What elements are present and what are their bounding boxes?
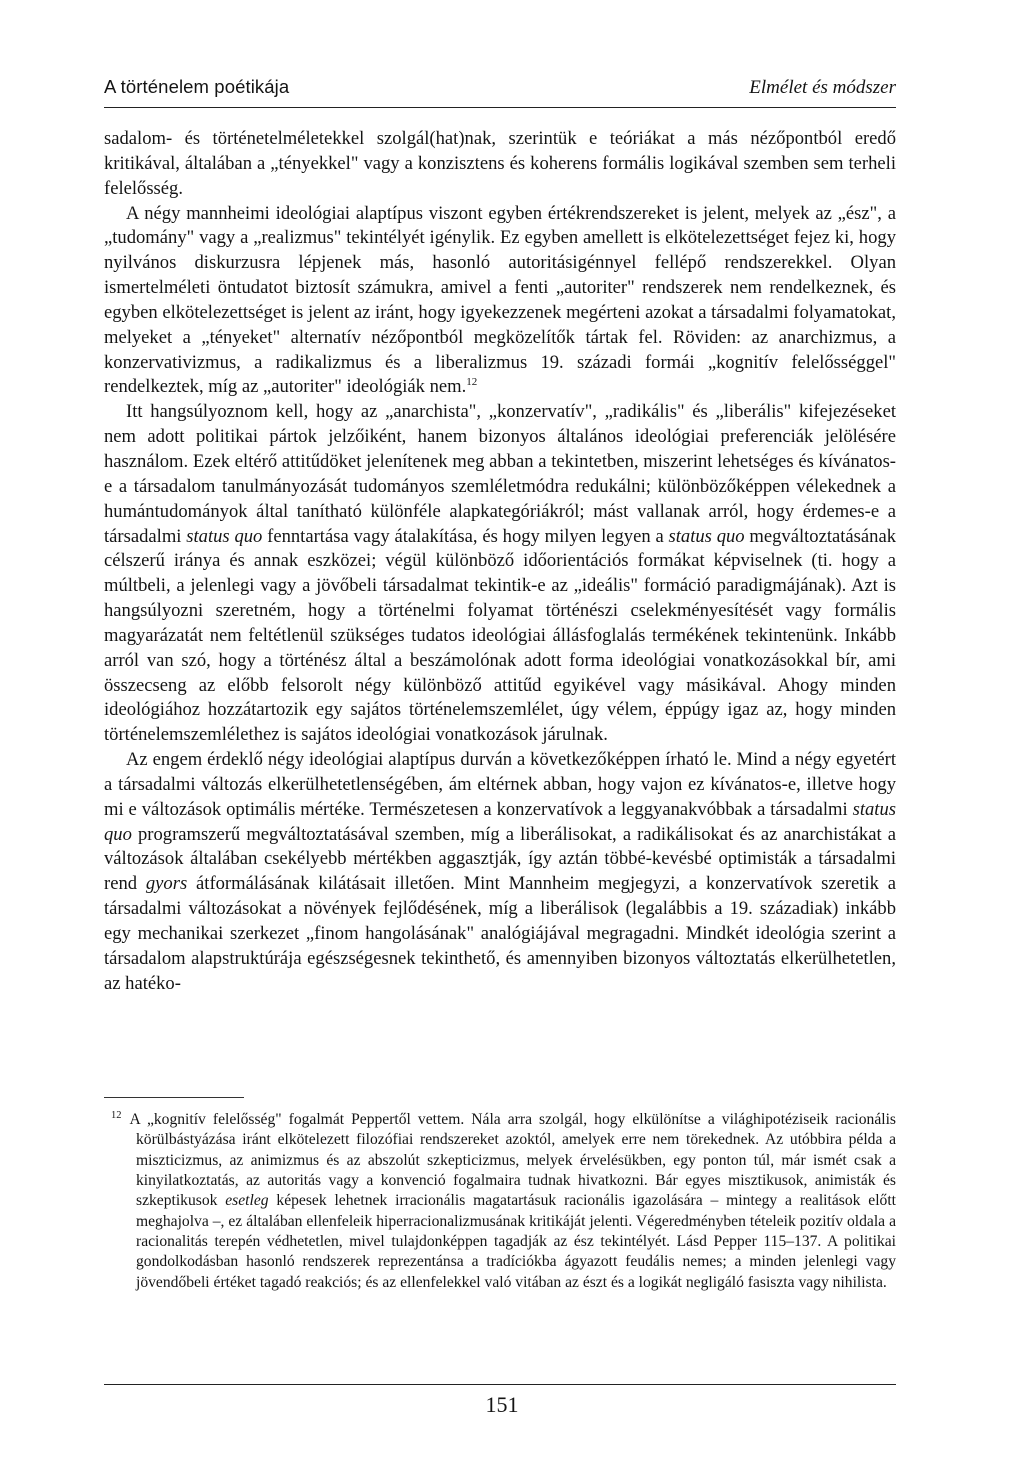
paragraph-3-text-a: Itt hangsúlyoznom kell, hogy az „anarchista", „konzervatív", „radikális" és „liberális" kifejezéseket nem adott politikai pártok jelzőiként, hanem bizonyos általános ideológiai preferenciák jelölésére használom. Ezek eltérő attitűdöket jelenítenek meg abban a tekintetben, miszerint lehetséges és kívánatos-e a társadalom tanulmányozását tudományos szemléletmódra redukálni; különbözőképpen vélekednek a humántudományok által tanítható különféle alapkategóriákról; mást vallanak arról, hogy érdemes-e a társadalmi	[104, 401, 896, 547]
paragraph-3-italic-1: status quo	[186, 525, 263, 547]
paragraph-1	[104, 127, 896, 202]
footnote-number: 12	[111, 1110, 122, 1121]
running-header	[104, 76, 896, 108]
page-number: 151	[485, 1392, 519, 1417]
paragraph-4-text-b: programszerű megváltoztatásával szemben, míg a liberálisokat, a radikálisokat és az anarchistákat a változások általában csekélyebb mértékben aggasztják, így aztán többé-kevésbé optimisták a társadalmi rend	[104, 823, 896, 895]
paragraph-3-text-b: fenntartása vagy átalakítása, és hogy milyen legyen a	[262, 525, 669, 547]
running-title-right: Elmélet és módszer	[749, 77, 896, 98]
paragraph-3-italic-2: status quo	[668, 525, 745, 547]
footnote-reference-12[interactable]: 12	[466, 376, 478, 389]
paragraph-4-text-c: átformálásának kilátásait illetően. Mint Mannheim megjegyzi, a konzervatívok szeretik a társadalmi változásokat a növények fejlődésének, míg a liberálisok (legalábbis a 19. századiak) inkább egy mechanikai szerkezet „finom hangolásának" analógiájával megragadni. Mindkét ideológia szerint a társadalom alapstruktúrája egészségesnek tekinthető, és amennyiben bizonyos változtatás elkerülhetetlen, az hatéko-	[104, 873, 897, 994]
paragraph-3	[104, 400, 896, 748]
paragraph-2-text: A négy mannheimi ideológiai alaptípus viszont egyben értékrendszereket is jelent, melyek az „ész", a „tudomány" vagy a „realizmus" tekintélyét igénylik. Ez egyben amellett is elkötelezettséget fejez ki, hogy nyilvános diskurzusra lépjenek más, hasonló autoritásigénnyel fellépő rendszerekkel. Olyan ismertelméleti öntudatot biztosít számukra, amivel a fenti „autoriter" rendszerek nem rendelkeznek, és egyben elkötelezettséget is jelent az iránt, hogy igyekezzenek megérteni azokat a társadalmi folyamatokat, melyeket a „tényeket" alternatív nézőpontból megközelítők tártak fel. Röviden: az anarchizmus, a konzervativizmus, a radikalizmus és a liberalizmus 19. századi formái „kognitív felelősséggel" rendelkeztek, míg az „autoriter" ideológiák nem.	[104, 202, 896, 398]
paragraph-3-text-c: megváltoztatásának célszerű iránya és annak eszközei; végül különböző időorientációs formákat képviselnek (ti. hogy a múltbeli, a jelenlegi vagy a jövőbeli társadalmat tekintik-e az „ideális" formáció paradigmájának). Azt is hangsúlyozni szeretném, hogy a történelmi folyamat történészi cselekményesítését vagy formális magyarázatát nem feltétlenül szükséges tudatos ideológiai állásfoglalás termékének tekintenünk. Inkább arról van szó, hogy a történész által a beszámolónak adott forma ideológiai vonatkozásokkal bír, ami összecseng az előbb felsorolt négy különböző attitűd egyikével vagy másikával. Ahogy minden ideológiához hozzátartozik egy sajátos történelemszemlélet, úgy vélem, éppúgy igaz az, hogy minden történelemszemlélethez is sajátos ideológiai vonatkozások járulnak.	[104, 525, 897, 746]
paragraph-4-italic-1: status quo	[104, 798, 896, 845]
bottom-rule	[104, 1384, 896, 1385]
body-text	[104, 127, 896, 997]
footnote-text-a: A „kognitív felelősség" fogalmát Peppertől vettem. Nála arra szolgál, hogy elkülönítse a világhipotéziseik racionális körülbástyázása iránt elkötelezett filozófiai rendszereket azoktól, amelyek erre nem törekednek. Az utóbbira példa a miszticizmus, az animizmus és az abszolút szkepticizmus, melyek érvelésükben, egy ponton túl, már ismét csak a kinyilatkoztatás, az autoritás vagy a konvenció fogalmaira tudnak hivatkozni. Bár egyes misztikusok, animisták és szkeptikusok	[129, 1111, 896, 1210]
page-content	[104, 76, 896, 997]
footnotes	[104, 1097, 896, 1293]
footnote-text-b: képesek lehetnek irracionális magatartásuk racionális igazolására – mintegy a realitások előtt meghajolva –, ez általában ellenfeleik hiperracionalizmusának kritikáját jelenti. Végeredményben tételeik pozitív oldala a racionalitás terepén védhetetlen, mivel tulajdonképpen tagadják az ész tekintélyét. Lásd Pepper 115–137. A politikai gondolkodásban hasonló rendszerek reprezentánsa a tradíciókba ágyazott feudális nemes; a minden jelenlegi vagy jövendőbeli értéket tagadó reakciós; és az ellenfelekkel való vitában az észt és a logikát negligáló fasiszta vagy nihilista.	[136, 1192, 896, 1291]
paragraph-2	[104, 202, 896, 401]
running-title-left: A történelem poétikája	[104, 76, 290, 97]
footnote-separator	[104, 1097, 244, 1098]
paragraph-1-text: sadalom- és történetelméletekkel szolgál(hat)nak, szerintük e teóriákat a más nézőpontból eredő kritikával, általában a „tényekkel" vagy a konzisztens és koherens formális logikával szemben sem terheli felelősség.	[104, 128, 896, 199]
paragraph-4-italic-2: gyors	[145, 873, 188, 895]
footnote-12	[104, 1110, 896, 1293]
footnote-italic: esetleg	[225, 1192, 269, 1210]
paragraph-4	[104, 748, 896, 996]
paragraph-4-text-a: Az engem érdeklő négy ideológiai alaptípus durván a következőképpen írható le. Mind a négy egyetért a társadalmi változás elkerülhetetlenségében, ám eltérnek abban, hogy vajon ez kívánatos-e, illetve hogy mi e változások optimális mértéke. Természetesen a konzervatívok a leggyanakvóbbak a társadalmi	[104, 749, 896, 820]
